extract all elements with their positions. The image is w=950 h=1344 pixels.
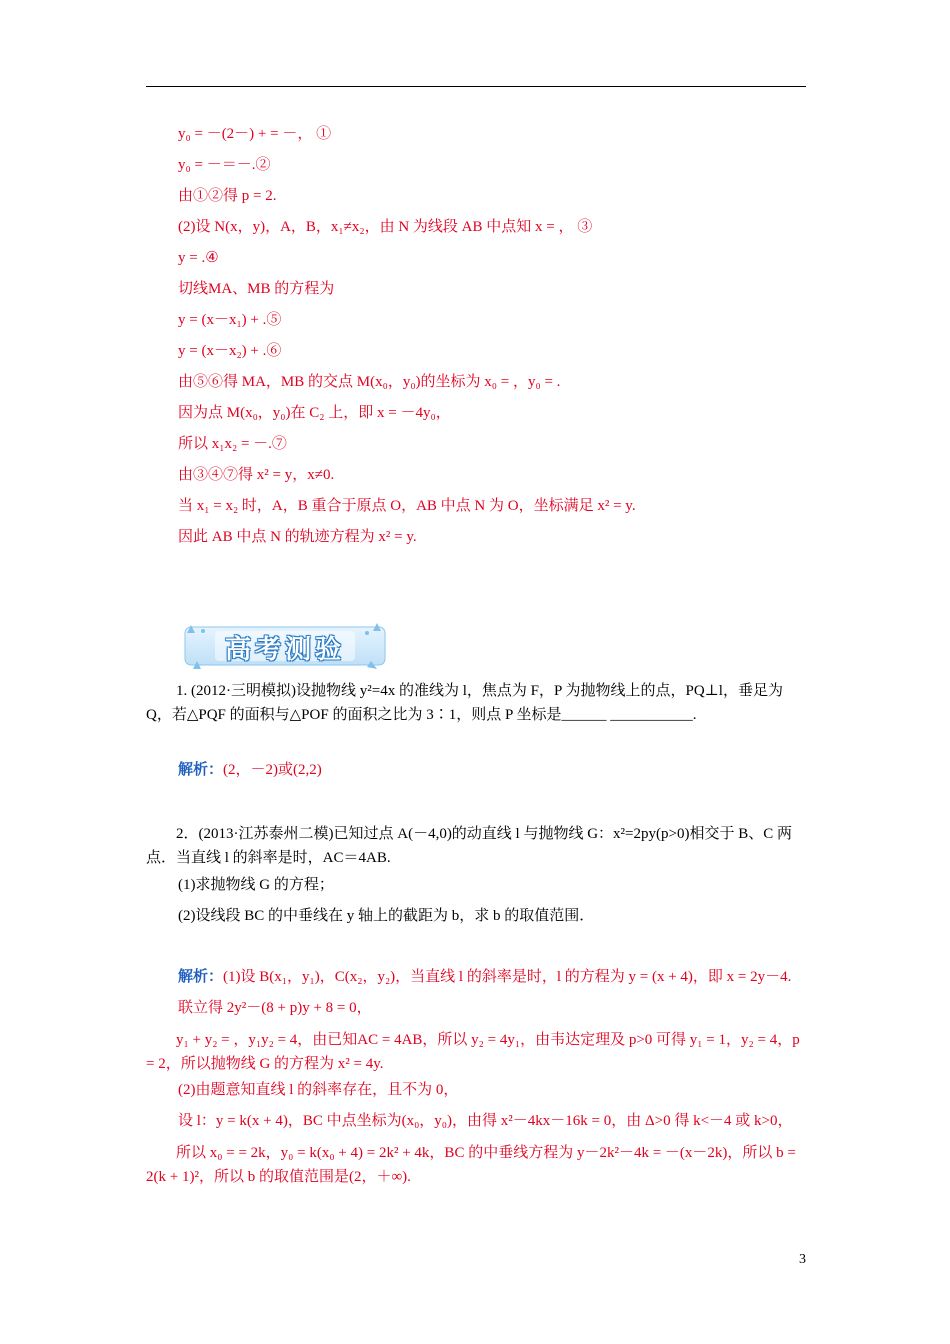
question-2-answer-line-4: (2)由题意知直线 l 的斜率存在，且不为 0， [178, 1082, 459, 1098]
solution-line-6: 切线MA、MB 的方程为 [178, 281, 335, 297]
question-1-text: 1. (2012·三明模拟)设抛物线 y²=4x 的准线为 l，焦点为 F，P 为抛物线上的点，PQ⊥l，垂足为 Q，若△PQF 的面积与△POF 的面积之比为 3∶1，则点 P 坐标是______ ___________. [146, 683, 783, 723]
page-number: 3 [799, 1252, 806, 1267]
question-2-answer-line-5: 设 l：y = k(x + 4)，BC 中点坐标为(x₀，y₀)，由得 x²－4kx－16k = 0，由 Δ>0 得 k<－4 或 k>0， [178, 1113, 793, 1129]
question-2-part2: (2)设线段 BC 的中垂线在 y 轴上的截距为 b，求 b 的取值范围． [178, 908, 595, 924]
section-banner [181, 621, 389, 671]
header-rule [146, 86, 806, 87]
solution-line-4: (2)设 N(x，y)，A，B，x₁≠x₂，由 N 为线段 AB 中点知 x = ， ③ [178, 219, 593, 235]
solution-line-8: y = (x－x₂) + .⑥ [178, 343, 282, 359]
solution-line-9: 由⑤⑥得 MA，MB 的交点 M(x₀，y₀)的坐标为 x₀ = ，y₀ = . [178, 374, 561, 390]
solution-line-1: y₀ = －(2－) + = －， ① [178, 126, 332, 142]
answer-text: (1)设 B(x₁，y₁)，C(x₂，y₂)，当直线 l 的斜率是时，l 的方程为 y = (x + 4)，即 x = 2y－4. [223, 969, 792, 985]
question-1-answer [178, 760, 322, 780]
banner-title: 高考测验 [224, 635, 345, 665]
question-2-answer-line-6: 所以 x₀ = = 2k，y₀ = k(x₀ + 4) = 2k² + 4k，BC 的中垂线方程为 y－2k²－4k = －(x－2k)，所以 b = 2(k + 1)²，所以 b 的取值范围是(2，＋∞). [146, 1145, 796, 1185]
answer-label: 解析： [178, 762, 224, 778]
answer-label: 解析： [178, 969, 224, 985]
question-2-answer-line-3: y₁ + y₂ = ，y₁y₂ = 4，由已知AC = 4AB，所以 y₂ = 4y₁，由韦达定理及 p>0 可得 y₁ = 1，y₂ = 4，p = 2，所以抛物线 G 的方程为 x² = 4y. [146, 1032, 800, 1072]
solution-line-10: 因为点 M(x₀，y₀)在 C₂ 上，即 x = －4y₀， [178, 405, 451, 421]
answer-value: (2，－2)或(2,2) [223, 762, 322, 778]
question-2-stem: 2．(2013·江苏泰州二模)已知过点 A(－4,0)的动直线 l 与抛物线 G：x²=2py(p>0)相交于 B、C 两点．当直线 l 的斜率是时，AC＝4AB. [146, 826, 792, 866]
question-2-part1: (1)求抛物线 G 的方程； [178, 877, 334, 893]
solution-line-5: y = .④ [178, 250, 219, 266]
solution-line-14: 因此 AB 中点 N 的轨迹方程为 x² = y. [178, 529, 417, 545]
question-2-answer-line-1 [178, 967, 791, 987]
solution-line-7: y = (x－x₁) + .⑤ [178, 312, 282, 328]
solution-line-3: 由①②得 p = 2. [178, 188, 277, 204]
question-2-answer-line-2: 联立得 2y²－(8 + p)y + 8 = 0， [178, 1000, 372, 1016]
solution-line-12: 由③④⑦得 x² = y，x≠0. [178, 467, 335, 483]
solution-line-13: 当 x₁ = x₂ 时，A，B 重合于原点 O，AB 中点 N 为 O，坐标满足 x² = y. [178, 498, 636, 514]
solution-line-2: y₀ = －＝－.② [178, 157, 271, 173]
solution-line-11: 所以 x₁x₂ = －.⑦ [178, 436, 287, 452]
